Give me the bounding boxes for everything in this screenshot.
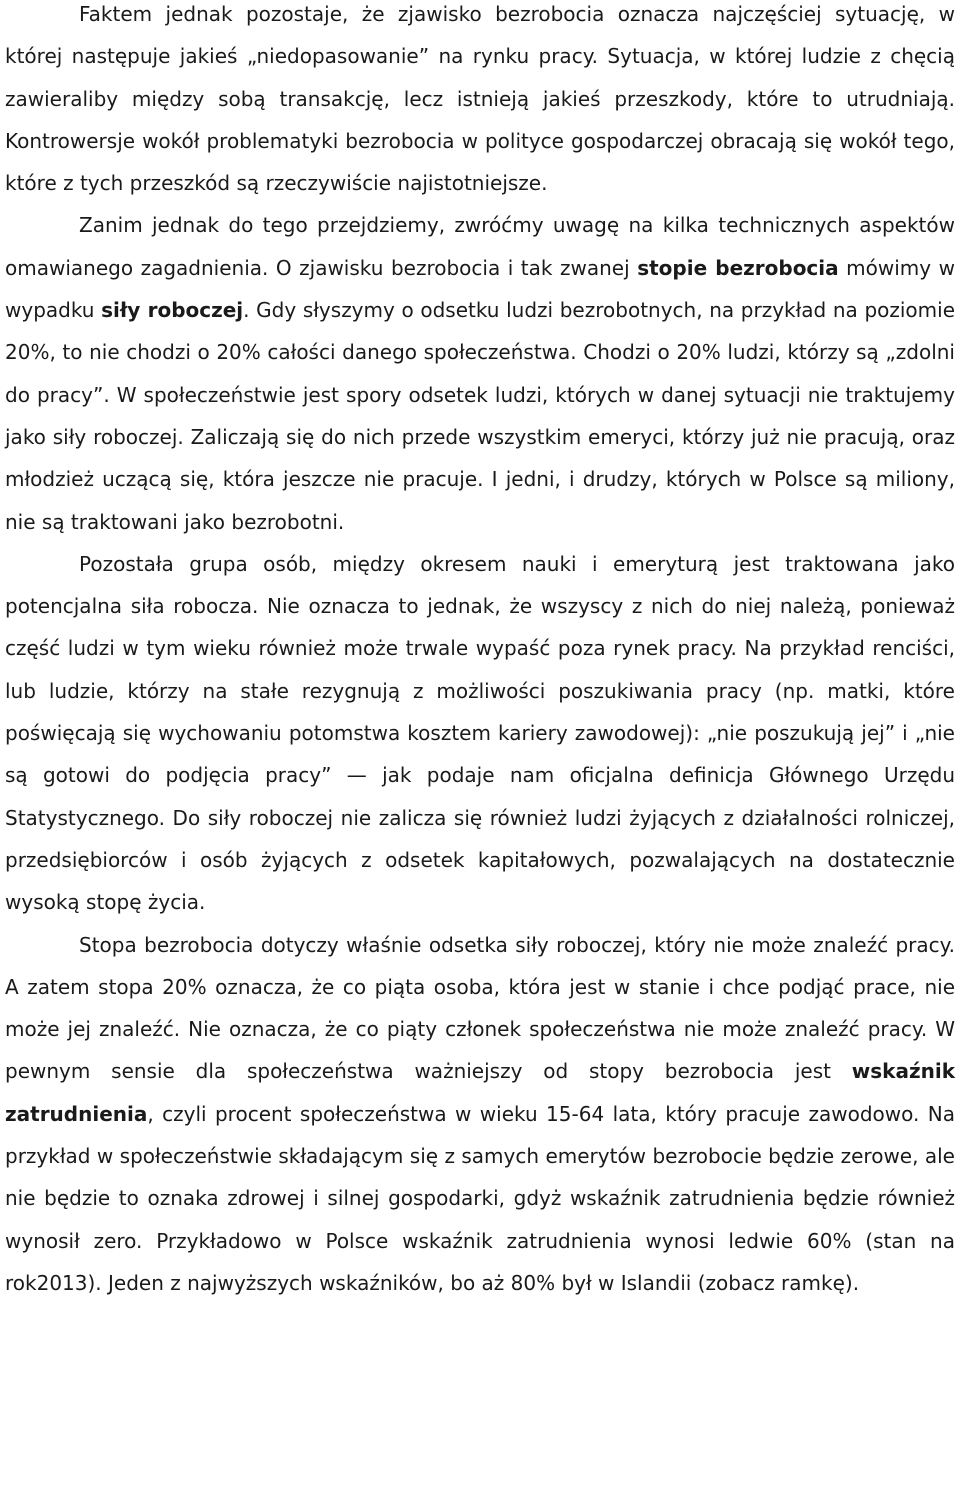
term-employment-rate: wskaźnik zatrudnienia [5, 1059, 955, 1126]
paragraph-text: , czyli procent społeczeństwa w wieku 15-64 lata, który pracuje zawodowo. Na przykład w społeczeństwie składającym się z samych emerytów bezrobocie będzie zerowe, ale nie będzie to oznaka zdrowej i silnej gospodarki, gdyż wskaźnik zatrudnienia będzie również wynosił zero. Przykładowo w Polsce wskaźnik zatrudnienia wynosi ledwie 60% (stan na rok2013). Jeden z najwyższych wskaźników, bo aż 80% był w Islandii (zobacz ramkę). [5, 1101, 955, 1295]
paragraph-employment-rate [5, 924, 955, 1305]
paragraph-labor-force [5, 204, 955, 542]
term-labor-force: siły roboczej [101, 298, 244, 323]
paragraph-text: Zanim jednak do tego przejdziemy, zwróćmy uwagę na kilka technicznych aspektów omawianego zagadnienia. O zjawisku bezrobocia i tak zwanej [5, 213, 955, 280]
paragraph-mismatch [5, 0, 955, 204]
paragraph-text: . Gdy słyszymy o odsetku ludzi bezrobotnych, na przykład na poziomie 20%, to nie chodzi o 20% całości danego społeczeństwa. Chodzi o 20% ludzi, którzy są „zdolni do pracy”. W społeczeństwie jest spory odsetek ludzi, których w danej sytuacji nie traktujemy jako siły roboczej. Zaliczają się do nich przede wszystkim emeryci, którzy już nie pracują, oraz młodzież uczącą się, która jeszcze nie pracuje. I jedni, i drudzy, których w Polsce są miliony, nie są traktowani jako bezrobotni. [5, 298, 956, 534]
paragraph-potential-workforce [5, 543, 955, 924]
paragraph-text: Pozostała grupa osób, między okresem nauki i emeryturą jest traktowana jako potencjalna siła robocza. Nie oznacza to jednak, że wszyscy z nich do niej należą, ponieważ część ludzi w tym wieku również może trwale wypaść poza rynek pracy. Na przykład renciści, lub ludzie, którzy na stałe rezygnują z możliwości poszukiwania pracy (np. matki, które poświęcają się wychowaniu potomstwa kosztem kariery zawodowej): „nie poszukują jej” i „nie są gotowi do podjęcia pracy” — jak podaje nam oficjalna definicja Głównego Urzędu Statystycznego. Do siły roboczej nie zalicza się również ludzi żyjących z działalności rolniczej, przedsiębiorców i osób żyjących z odsetek kapitałowych, pozwalających na dostatecznie wysoką stopę życia. [5, 551, 955, 915]
term-unemployment-rate: stopie bezrobocia [637, 255, 839, 280]
paragraph-text: mówimy w wypadku [5, 255, 956, 323]
paragraph-text: Faktem jednak pozostaje, że zjawisko bezrobocia oznacza najczęściej sytuację, w której następuje jakieś „niedopasowanie” na rynku pracy. Sytuacja, w której ludzie z chęcią zawieraliby między sobą transakcję, lecz istnieją jakieś przeszkody, które to utrudniają. Kontrowersje wokół problematyki bezrobocia w polityce gospodarczej obracają się wokół tego, które z tych przeszkód są rzeczywiście najistotniejsze. [5, 2, 955, 196]
paragraph-text: Stopa bezrobocia dotyczy właśnie odsetka siły roboczej, który nie może znaleźć pracy. A zatem stopa 20% oznacza, że co piąta osoba, która jest w stanie i chce podjąć prace, nie może jej znaleźć. Nie oznacza, że co piąty członek społeczeństwa nie może znaleźć pracy. W pewnym sensie dla społeczeństwa ważniejszy od stopy bezrobocia jest [5, 932, 955, 1084]
